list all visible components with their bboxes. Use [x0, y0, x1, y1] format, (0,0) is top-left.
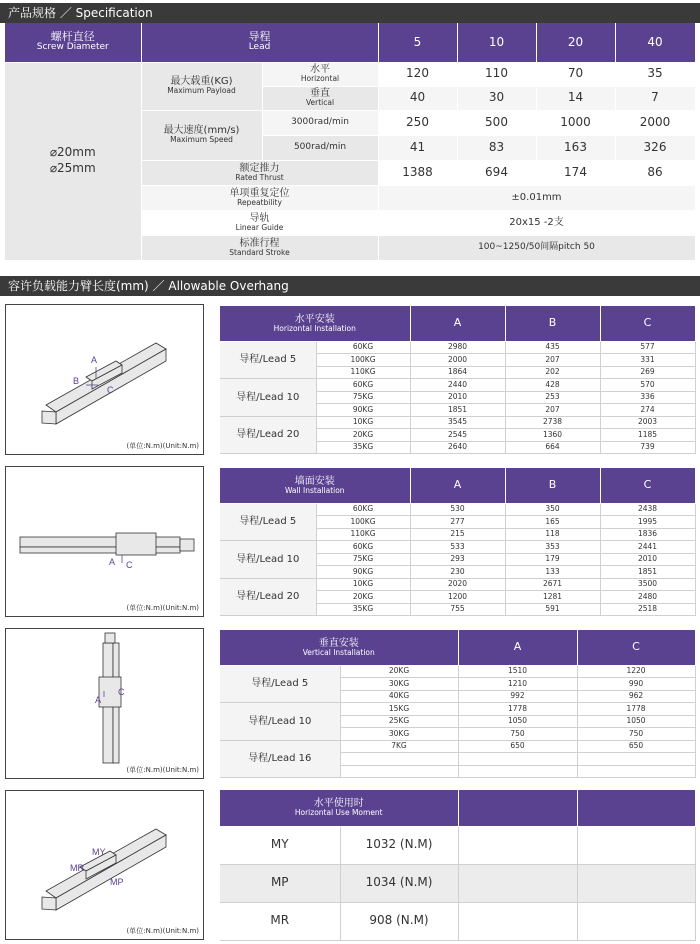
value-cell: 202 [505, 366, 600, 379]
value-cell: 1050 [458, 715, 577, 728]
value-cell: 530 [410, 503, 505, 516]
horizontal-installation-table [220, 306, 696, 454]
vertical-title: 垂直安装 Vertical Installation [220, 630, 458, 665]
value-cell: 739 [600, 441, 695, 454]
value-cell: 215 [410, 528, 505, 541]
lead-label: 导程/Lead 20 [220, 416, 316, 454]
unit-label: (单位:N.m)(Unit:N.m) [126, 766, 199, 774]
screw-diameter-cell: ⌀20mm ⌀25mm [5, 62, 141, 260]
value-cell: 165 [505, 516, 600, 529]
lead-label: 导程/Lead 10 [220, 703, 340, 741]
value-cell: 207 [505, 354, 600, 367]
value-cell: 174 [536, 160, 615, 185]
load-cell: 110KG [316, 528, 410, 541]
stroke-label: 标准行程 Standard Stroke [141, 235, 378, 260]
value-cell: 277 [410, 516, 505, 529]
linear-guide-value: 20x15 -2支 [378, 210, 695, 235]
value-cell: 1000 [536, 110, 615, 135]
value-cell: 435 [505, 341, 600, 354]
lead-label: 导程/Lead 16 [220, 740, 340, 778]
col-A: A [410, 468, 505, 503]
value-cell: 163 [536, 135, 615, 160]
value-cell: 331 [600, 354, 695, 367]
load-cell: 35KG [316, 441, 410, 454]
value-cell: 1778 [577, 703, 695, 716]
lead-20-header: 20 [536, 23, 615, 62]
value-cell [577, 753, 695, 766]
value-cell: 133 [505, 566, 600, 579]
col-C: C [600, 468, 695, 503]
label-MP: MP [110, 877, 124, 887]
value-cell: 1864 [410, 366, 505, 379]
moment-value: 908 (N.M) [340, 902, 458, 940]
lead-label: 导程/Lead 20 [220, 578, 316, 616]
value-cell: 269 [600, 366, 695, 379]
value-cell: 3545 [410, 416, 505, 429]
load-cell: 75KG [316, 391, 410, 404]
moment-label: MR [220, 902, 340, 940]
repeatability-label: 单项重复定位 Repeatbility [141, 185, 378, 210]
value-cell: 274 [600, 404, 695, 417]
value-cell: 207 [505, 404, 600, 417]
horizontal-diagram [5, 304, 204, 455]
value-cell: 110 [457, 62, 536, 86]
load-cell: 60KG [316, 503, 410, 516]
value-cell: 1510 [458, 665, 577, 678]
load-cell: 90KG [316, 566, 410, 579]
value-cell: 118 [505, 528, 600, 541]
rpm-500-label: 500rad/min [262, 135, 378, 160]
value-cell: 2738 [505, 416, 600, 429]
value-cell: 533 [410, 541, 505, 554]
label-B: B [73, 376, 80, 386]
load-cell: 35KG [316, 603, 410, 616]
value-cell: 591 [505, 603, 600, 616]
value-cell: 2000 [410, 354, 505, 367]
value-cell: 1185 [600, 429, 695, 442]
lead-10-header: 10 [457, 23, 536, 62]
moment-table [220, 790, 696, 941]
value-cell: 250 [378, 110, 457, 135]
value-cell: 1360 [505, 429, 600, 442]
load-cell: 60KG [316, 541, 410, 554]
label-MY: MY [92, 847, 106, 857]
value-cell: 2671 [505, 578, 600, 591]
actuator-vertical-illustration [6, 629, 203, 778]
value-cell: 230 [410, 566, 505, 579]
moment-title: 水平使用时 Horizontal Use Moment [220, 790, 458, 826]
vertical-label: 垂直 Vertical [262, 86, 378, 110]
horizontal-label: 水平 Horizontal [262, 62, 378, 86]
value-cell: 2003 [600, 416, 695, 429]
col-C: C [577, 630, 695, 665]
value-cell: 1836 [600, 528, 695, 541]
speed-label: 最大速度(mm/s) Maximum Speed [141, 110, 262, 160]
value-cell: 650 [458, 740, 577, 753]
lead-40-header: 40 [615, 23, 695, 62]
load-cell: 60KG [316, 379, 410, 392]
value-cell: 990 [577, 678, 695, 691]
load-cell: 100KG [316, 516, 410, 529]
load-cell [340, 765, 458, 778]
value-cell: 750 [458, 728, 577, 741]
label-A: A [95, 695, 102, 705]
value-cell: 992 [458, 690, 577, 703]
value-cell [577, 765, 695, 778]
lead-label: 导程/Lead 10 [220, 541, 316, 579]
value-cell: 750 [577, 728, 695, 741]
value-cell: 253 [505, 391, 600, 404]
value-cell: 2518 [600, 603, 695, 616]
moment-label: MY [220, 826, 340, 864]
value-cell: 1281 [505, 591, 600, 604]
load-cell: 90KG [316, 404, 410, 417]
moment-value: 1034 (N.M) [340, 864, 458, 902]
value-cell: 755 [410, 603, 505, 616]
col-C: C [600, 306, 695, 341]
load-cell: 10KG [316, 578, 410, 591]
value-cell: 2440 [410, 379, 505, 392]
value-cell: 1388 [378, 160, 457, 185]
label-MR: MR [70, 863, 84, 873]
value-cell: 353 [505, 541, 600, 554]
value-cell: 70 [536, 62, 615, 86]
col-A: A [410, 306, 505, 341]
label-C: C [107, 385, 114, 395]
label-A: A [109, 557, 116, 567]
value-cell: 41 [378, 135, 457, 160]
load-cell: 30KG [340, 678, 458, 691]
rpm-3000-label: 3000rad/min [262, 110, 378, 135]
value-cell: 7 [615, 86, 695, 110]
spec-section-title: 产品规格 ／ Specification [0, 3, 700, 23]
wall-title: 墙面安装 Wall Installation [220, 468, 410, 503]
value-cell: 1851 [600, 566, 695, 579]
value-cell: 40 [378, 86, 457, 110]
value-cell: 350 [505, 503, 600, 516]
empty-header [458, 790, 577, 826]
load-cell [340, 753, 458, 766]
actuator-moment-illustration [6, 791, 203, 939]
overhang-section-title: 容许负载能力臂长度(mm) ／ Allowable Overhang [0, 276, 700, 296]
load-cell: 110KG [316, 366, 410, 379]
value-cell [458, 765, 577, 778]
load-cell: 40KG [340, 690, 458, 703]
value-cell: 664 [505, 441, 600, 454]
value-cell: 35 [615, 62, 695, 86]
load-cell: 20KG [316, 591, 410, 604]
spec-table [5, 23, 696, 261]
lead-5-header: 5 [378, 23, 457, 62]
empty-cell [458, 864, 577, 902]
vertical-installation-table [220, 630, 696, 778]
value-cell: 650 [577, 740, 695, 753]
lead-label: 导程/Lead 5 [220, 341, 316, 379]
wall-diagram [5, 466, 204, 617]
empty-cell [577, 902, 695, 940]
moment-value: 1032 (N.M) [340, 826, 458, 864]
value-cell: 2010 [600, 553, 695, 566]
value-cell: 1851 [410, 404, 505, 417]
load-cell: 7KG [340, 740, 458, 753]
value-cell: 2480 [600, 591, 695, 604]
wall-installation-table [220, 468, 696, 616]
payload-label: 最大载重(KG) Maximum Payload [141, 62, 262, 110]
value-cell: 1220 [577, 665, 695, 678]
value-cell: 3500 [600, 578, 695, 591]
thrust-label: 额定推力 Rated Thrust [141, 160, 378, 185]
value-cell: 2438 [600, 503, 695, 516]
value-cell: 336 [600, 391, 695, 404]
load-cell: 60KG [316, 341, 410, 354]
load-cell: 20KG [316, 429, 410, 442]
load-cell: 15KG [340, 703, 458, 716]
empty-cell [458, 902, 577, 940]
actuator-wall-illustration [6, 467, 203, 616]
linear-guide-label: 导轨 Linear Guide [141, 210, 378, 235]
value-cell: 179 [505, 553, 600, 566]
value-cell: 2980 [410, 341, 505, 354]
moment-diagram [5, 790, 204, 940]
actuator-horizontal-illustration [6, 305, 203, 454]
screw-diameter-header: 螺杆直径 Screw Diameter [5, 23, 141, 62]
repeatability-value: ±0.01mm [378, 185, 695, 210]
value-cell: 2010 [410, 391, 505, 404]
label-C: C [118, 687, 125, 697]
col-B: B [505, 306, 600, 341]
value-cell: 2441 [600, 541, 695, 554]
value-cell: 570 [600, 379, 695, 392]
value-cell: 2545 [410, 429, 505, 442]
stroke-value: 100~1250/50间隔pitch 50 [378, 235, 695, 260]
vertical-diagram [5, 628, 204, 779]
value-cell: 1995 [600, 516, 695, 529]
lead-label: 导程/Lead 5 [220, 503, 316, 541]
value-cell: 2640 [410, 441, 505, 454]
horizontal-title: 水平安装 Horizontal Installation [220, 306, 410, 341]
value-cell: 500 [457, 110, 536, 135]
value-cell: 14 [536, 86, 615, 110]
load-cell: 25KG [340, 715, 458, 728]
label-A: A [91, 355, 98, 365]
unit-label: (单位:N.m)(Unit:N.m) [126, 442, 199, 450]
value-cell [458, 753, 577, 766]
load-cell: 100KG [316, 354, 410, 367]
value-cell: 83 [457, 135, 536, 160]
value-cell: 577 [600, 341, 695, 354]
value-cell: 1778 [458, 703, 577, 716]
value-cell: 1050 [577, 715, 695, 728]
value-cell: 1200 [410, 591, 505, 604]
lead-header: 导程 Lead [141, 23, 378, 62]
value-cell: 2000 [615, 110, 695, 135]
empty-cell [577, 864, 695, 902]
value-cell: 694 [457, 160, 536, 185]
col-B: B [505, 468, 600, 503]
empty-cell [458, 826, 577, 864]
load-cell: 30KG [340, 728, 458, 741]
col-A: A [458, 630, 577, 665]
load-cell: 75KG [316, 553, 410, 566]
value-cell: 962 [577, 690, 695, 703]
unit-label: (单位:N.m)(Unit:N.m) [126, 604, 199, 612]
load-cell: 10KG [316, 416, 410, 429]
load-cell: 20KG [340, 665, 458, 678]
value-cell: 86 [615, 160, 695, 185]
empty-header [577, 790, 695, 826]
unit-label: (单位:N.m)(Unit:N.m) [126, 927, 199, 935]
value-cell: 30 [457, 86, 536, 110]
label-C: C [126, 560, 133, 570]
lead-label: 导程/Lead 10 [220, 379, 316, 417]
value-cell: 326 [615, 135, 695, 160]
value-cell: 1210 [458, 678, 577, 691]
moment-label: MP [220, 864, 340, 902]
lead-label: 导程/Lead 5 [220, 665, 340, 703]
value-cell: 428 [505, 379, 600, 392]
value-cell: 2020 [410, 578, 505, 591]
value-cell: 293 [410, 553, 505, 566]
empty-cell [577, 826, 695, 864]
value-cell: 120 [378, 62, 457, 86]
